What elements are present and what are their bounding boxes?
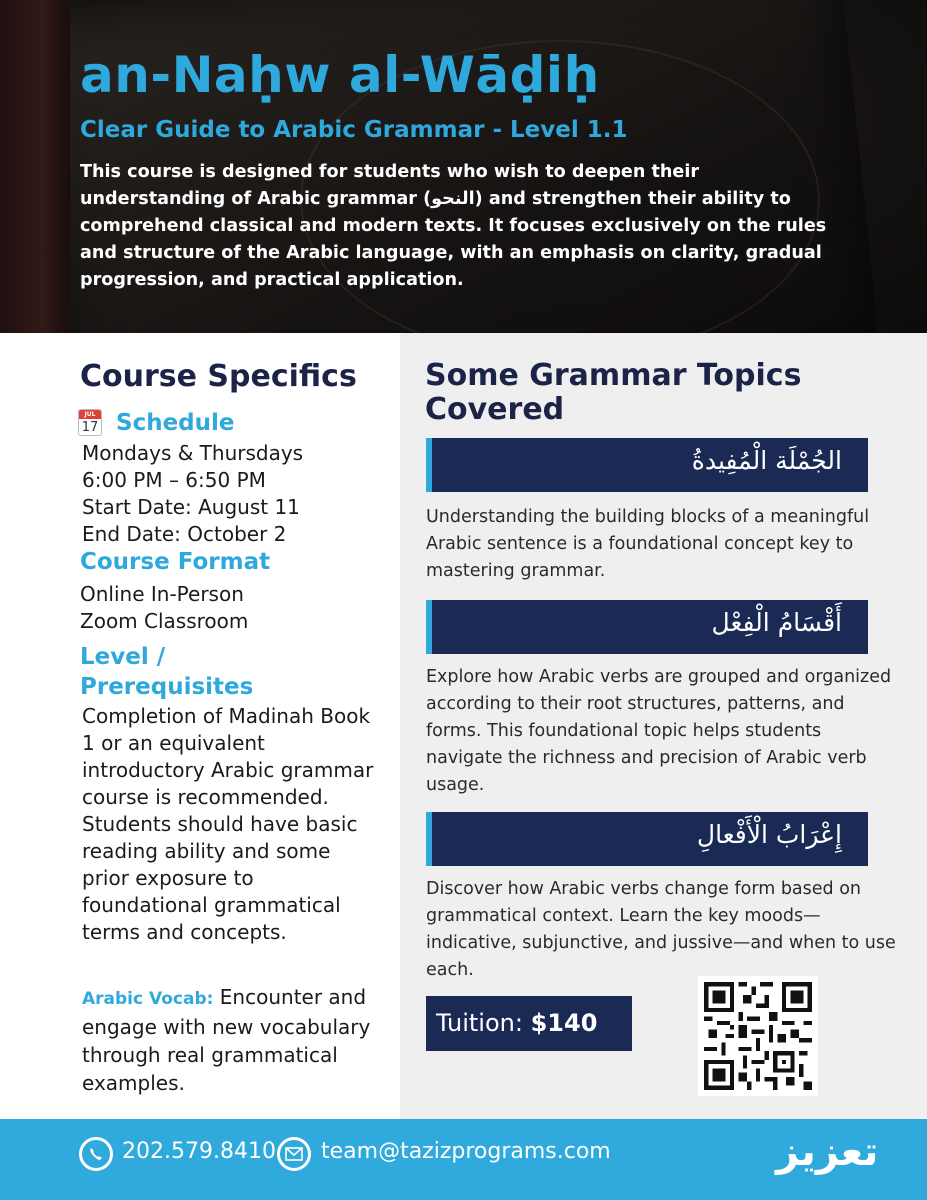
- topics-panel: [400, 333, 927, 1119]
- topic-arabic-title: أَقْسَامُ الْفِعْل: [711, 608, 842, 637]
- tuition-label: Tuition:: [436, 1009, 531, 1037]
- topic-description: Discover how Arabic verbs change form based on grammatical context. Learn the key moods—indicative, subjunctive, and jussive—and when to use each.: [426, 879, 896, 980]
- course-specifics-panel: [0, 333, 400, 1119]
- topic-arabic-title: إِعْرَابُ الْأَفْعالِ: [696, 820, 842, 849]
- topic-arabic-title: الجُمْلَة الْمُفِيدةُ: [691, 446, 842, 475]
- course-subtitle: Clear Guide to Arabic Grammar - Level 1.1: [80, 117, 628, 143]
- taziz-logo: تعزيز: [776, 1129, 879, 1175]
- course-format-heading: Course Format: [80, 549, 271, 575]
- topic-bar: [426, 438, 868, 492]
- topic-bar: [426, 812, 868, 866]
- format-line: Online In-Person: [80, 582, 244, 606]
- schedule-time: 6:00 PM – 6:50 PM: [82, 468, 266, 492]
- topic-description: Understanding the building blocks of a meaningful Arabic sentence is a foundational concept key to mastering grammar.: [426, 507, 870, 581]
- phone-number[interactable]: 202.579.8410: [122, 1139, 276, 1164]
- tuition-amount: $140: [530, 1009, 598, 1037]
- schedule-heading-row: [78, 409, 235, 436]
- course-description: This course is designed for students who wish to deepen their understanding of Arabic grammar (النحو) and strengthen their ability to comprehend classical and modern texts. It focuses exclusively on the rules and structure of the Arabic language, with an emphasis on clarity, gradual progression, and practical application.: [80, 162, 827, 290]
- format-line: Zoom Classroom: [80, 609, 249, 633]
- level-heading: Level / Prerequisites: [80, 644, 254, 700]
- schedule-start: Start Date: August 11: [82, 495, 300, 519]
- level-description: Completion of Madinah Book 1 or an equivalent introductory Arabic grammar course is recommended. Students should have basic reading ability and some prior exposure to foundational grammatical terms and concepts.: [82, 704, 374, 944]
- topic-bar: [426, 600, 868, 654]
- topics-heading: Some Grammar Topics Covered: [425, 358, 802, 427]
- calendar-icon: JUL 17: [78, 409, 102, 436]
- vocab-label: Arabic Vocab:: [82, 989, 214, 1009]
- vocab-text: Encounter and engage with new vocabulary through real grammatical examples.: [82, 985, 371, 1095]
- course-specifics-heading: Course Specifics: [80, 359, 357, 394]
- whatsapp-icon: [79, 1137, 113, 1171]
- schedule-details: [82, 440, 303, 548]
- schedule-end: End Date: October 2: [82, 522, 287, 546]
- schedule-days: Mondays & Thursdays: [82, 441, 304, 465]
- schedule-heading: Schedule: [116, 409, 235, 436]
- email-link[interactable]: team@tazizprograms.com: [321, 1139, 611, 1164]
- tuition-box: [426, 996, 632, 1051]
- arabic-vocab-note: [82, 983, 382, 1097]
- qr-code-icon[interactable]: [698, 976, 818, 1096]
- mail-icon: [277, 1137, 311, 1171]
- course-title: an-Naḥw al-Wāḍiḥ: [80, 46, 600, 104]
- topic-description: Explore how Arabic verbs are grouped and organized according to their root structures, patterns, and forms. This foundational topic helps students navigate the richness and precision of Arabic verb usage.: [426, 667, 892, 795]
- hero-banner: [0, 0, 927, 333]
- footer-bar: [0, 1119, 927, 1200]
- course-format-details: [80, 581, 248, 635]
